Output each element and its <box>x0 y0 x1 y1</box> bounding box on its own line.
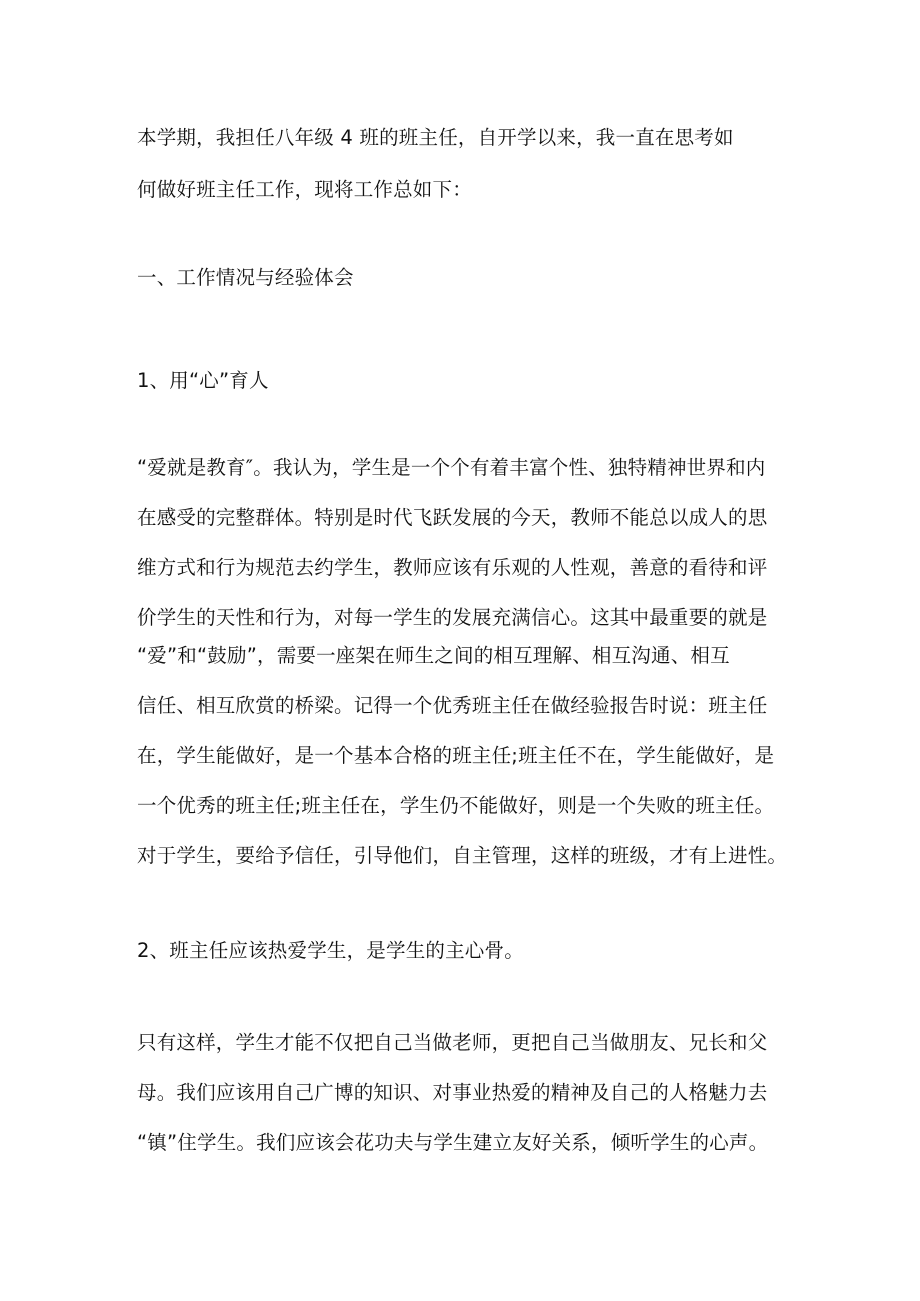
item-1-body-line-2: 在感受的完整群体。特别是时代飞跃发展的今天，教师不能总以成人的思 <box>137 506 768 529</box>
item-2-heading: 2、班主任应该热爱学生，是学生的主心骨。 <box>137 939 524 962</box>
section-1-heading: 一、工作情况与经验体会 <box>137 266 354 289</box>
intro-line-2: 何做好班主任工作，现将工作总如下： <box>137 178 472 201</box>
item-1-body-line-8: 一个优秀的班主任;班主任在，学生仍不能做好，则是一个失败的班主任。 <box>137 794 775 817</box>
item-1-body-line-3: 维方式和行为规范去约学生，教师应该有乐观的人性观，善意的看待和评 <box>137 556 768 579</box>
item-1-body-line-4: 价学生的天性和行为，对每一学生的发展充满信心。这其中最重要的就是 <box>137 606 768 629</box>
item-1-body-line-9: 对于学生，要给予信任，引导他们，自主管理，这样的班级，才有上进性。 <box>137 844 788 867</box>
item-1-body-line-1: “爱就是教育″。我认为，学生是一个个有着丰富个性、独特精神世界和内 <box>137 456 766 479</box>
item-1-body-line-7: 在，学生能做好，是一个基本合格的班主任;班主任不在，学生能做好，是 <box>137 744 775 767</box>
item-1-body-line-6: 信任、相互欣赏的桥梁。记得一个优秀班主任在做经验报告时说：班主任 <box>137 694 768 717</box>
intro-line-1: 本学期，我担任八年级 4 班的班主任，自开学以来，我一直在思考如 <box>137 126 734 149</box>
item-2-body-line-2: 母。我们应该用自己广博的知识、对事业热爱的精神及自己的人格魅力去 <box>137 1081 768 1104</box>
item-1-body-line-5: “爱”和“鼓励”，需要一座架在师生之间的相互理解、相互沟通、相互 <box>137 644 730 667</box>
item-2-body-line-1: 只有这样，学生才能不仅把自己当做老师，更把自己当做朋友、兄长和父 <box>137 1031 768 1054</box>
item-1-heading: 1、用“心”育人 <box>137 369 269 392</box>
item-2-body-line-3: “镇”住学生。我们应该会花功夫与学生建立友好关系，倾听学生的心声。 <box>137 1131 769 1154</box>
